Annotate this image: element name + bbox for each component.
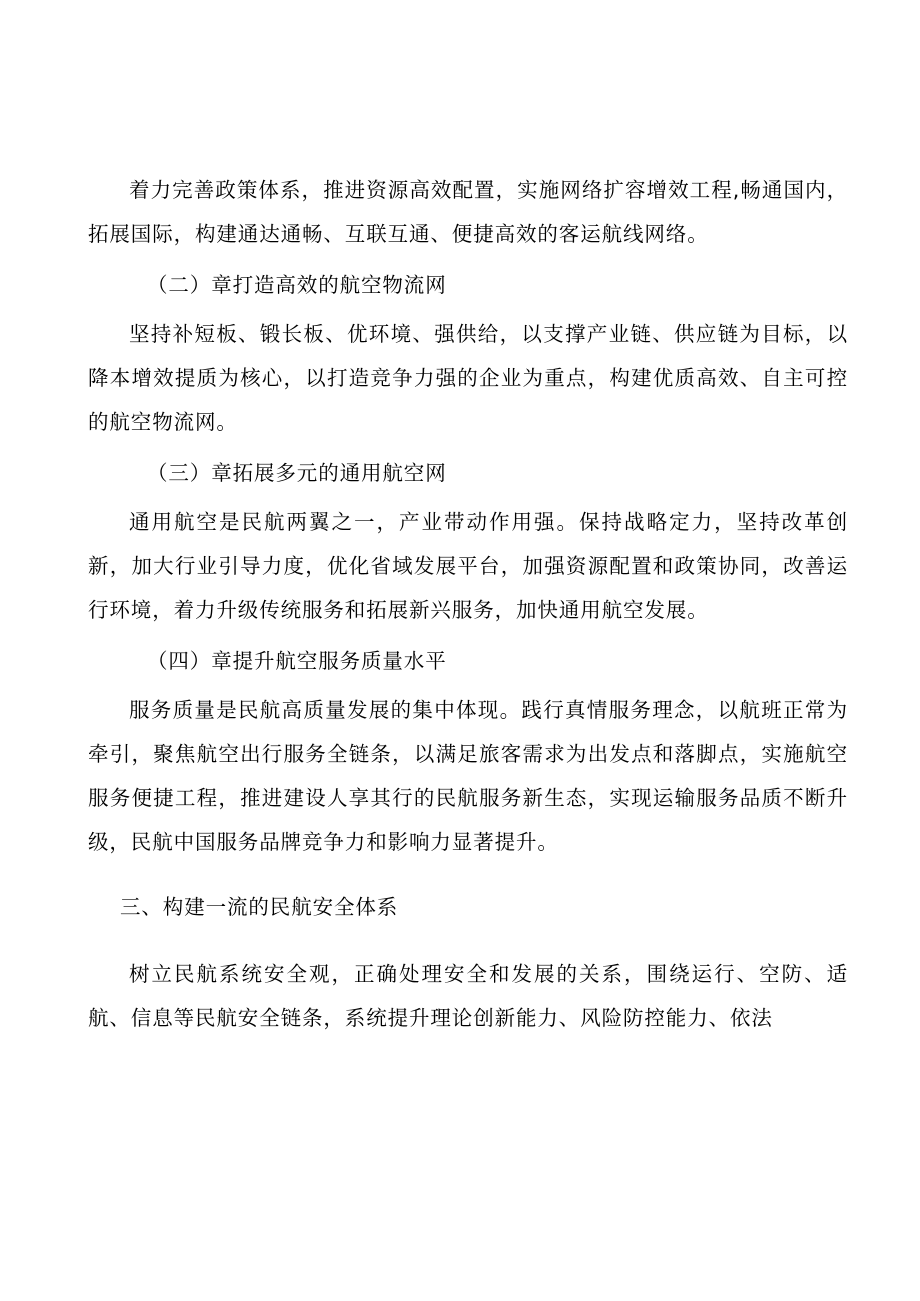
section-heading-safety-system: 三、构建一流的民航安全体系	[120, 895, 399, 919]
paragraph-service-quality: 服务质量是民航高质量发展的集中体现。践行真情服务理念，以航班正常为牵引，聚焦航空出行服务全链条，以满足旅客需求为出发点和落脚点，实施航空服务便捷工程，推进建设人享其行的民航服务新生态，实现运输服务品质不断升级，民航中国服务品牌竞争力和影响力显著提升。	[88, 698, 848, 854]
heading-service-quality: （四）章提升航空服务质量水平	[147, 649, 447, 673]
heading-general-aviation: （三）章拓展多元的通用航空网	[147, 461, 447, 485]
paragraph-logistics-network: 坚持补短板、锻长板、优环境、强供给，以支撑产业链、供应链为目标，以降本增效提质为核心，以打造竞争力强的企业为重点，构建优质高效、自主可控的航空物流网。	[88, 322, 848, 434]
paragraph-passenger-network: 着力完善政策体系，推进资源高效配置，实施网络扩容增效工程,畅通国内，拓展国际，构建通达通畅、互联互通、便捷高效的客运航线网络。	[88, 178, 848, 246]
heading-logistics-network: （二）章打造高效的航空物流网	[147, 273, 447, 297]
paragraph-safety-system: 树立民航系统安全观，正确处理安全和发展的关系，围绕运行、空防、适航、信息等民航安全链条，系统提升理论创新能力、风险防控能力、依法	[88, 962, 848, 1030]
document-body	[88, 168, 848, 1040]
paragraph-general-aviation: 通用航空是民航两翼之一，产业带动作用强。保持战略定力，坚持改革创新，加大行业引导力度，优化省域发展平台，加强资源配置和政策协同，改善运行环境，着力升级传统服务和拓展新兴服务，加快通用航空发展。	[88, 510, 848, 622]
